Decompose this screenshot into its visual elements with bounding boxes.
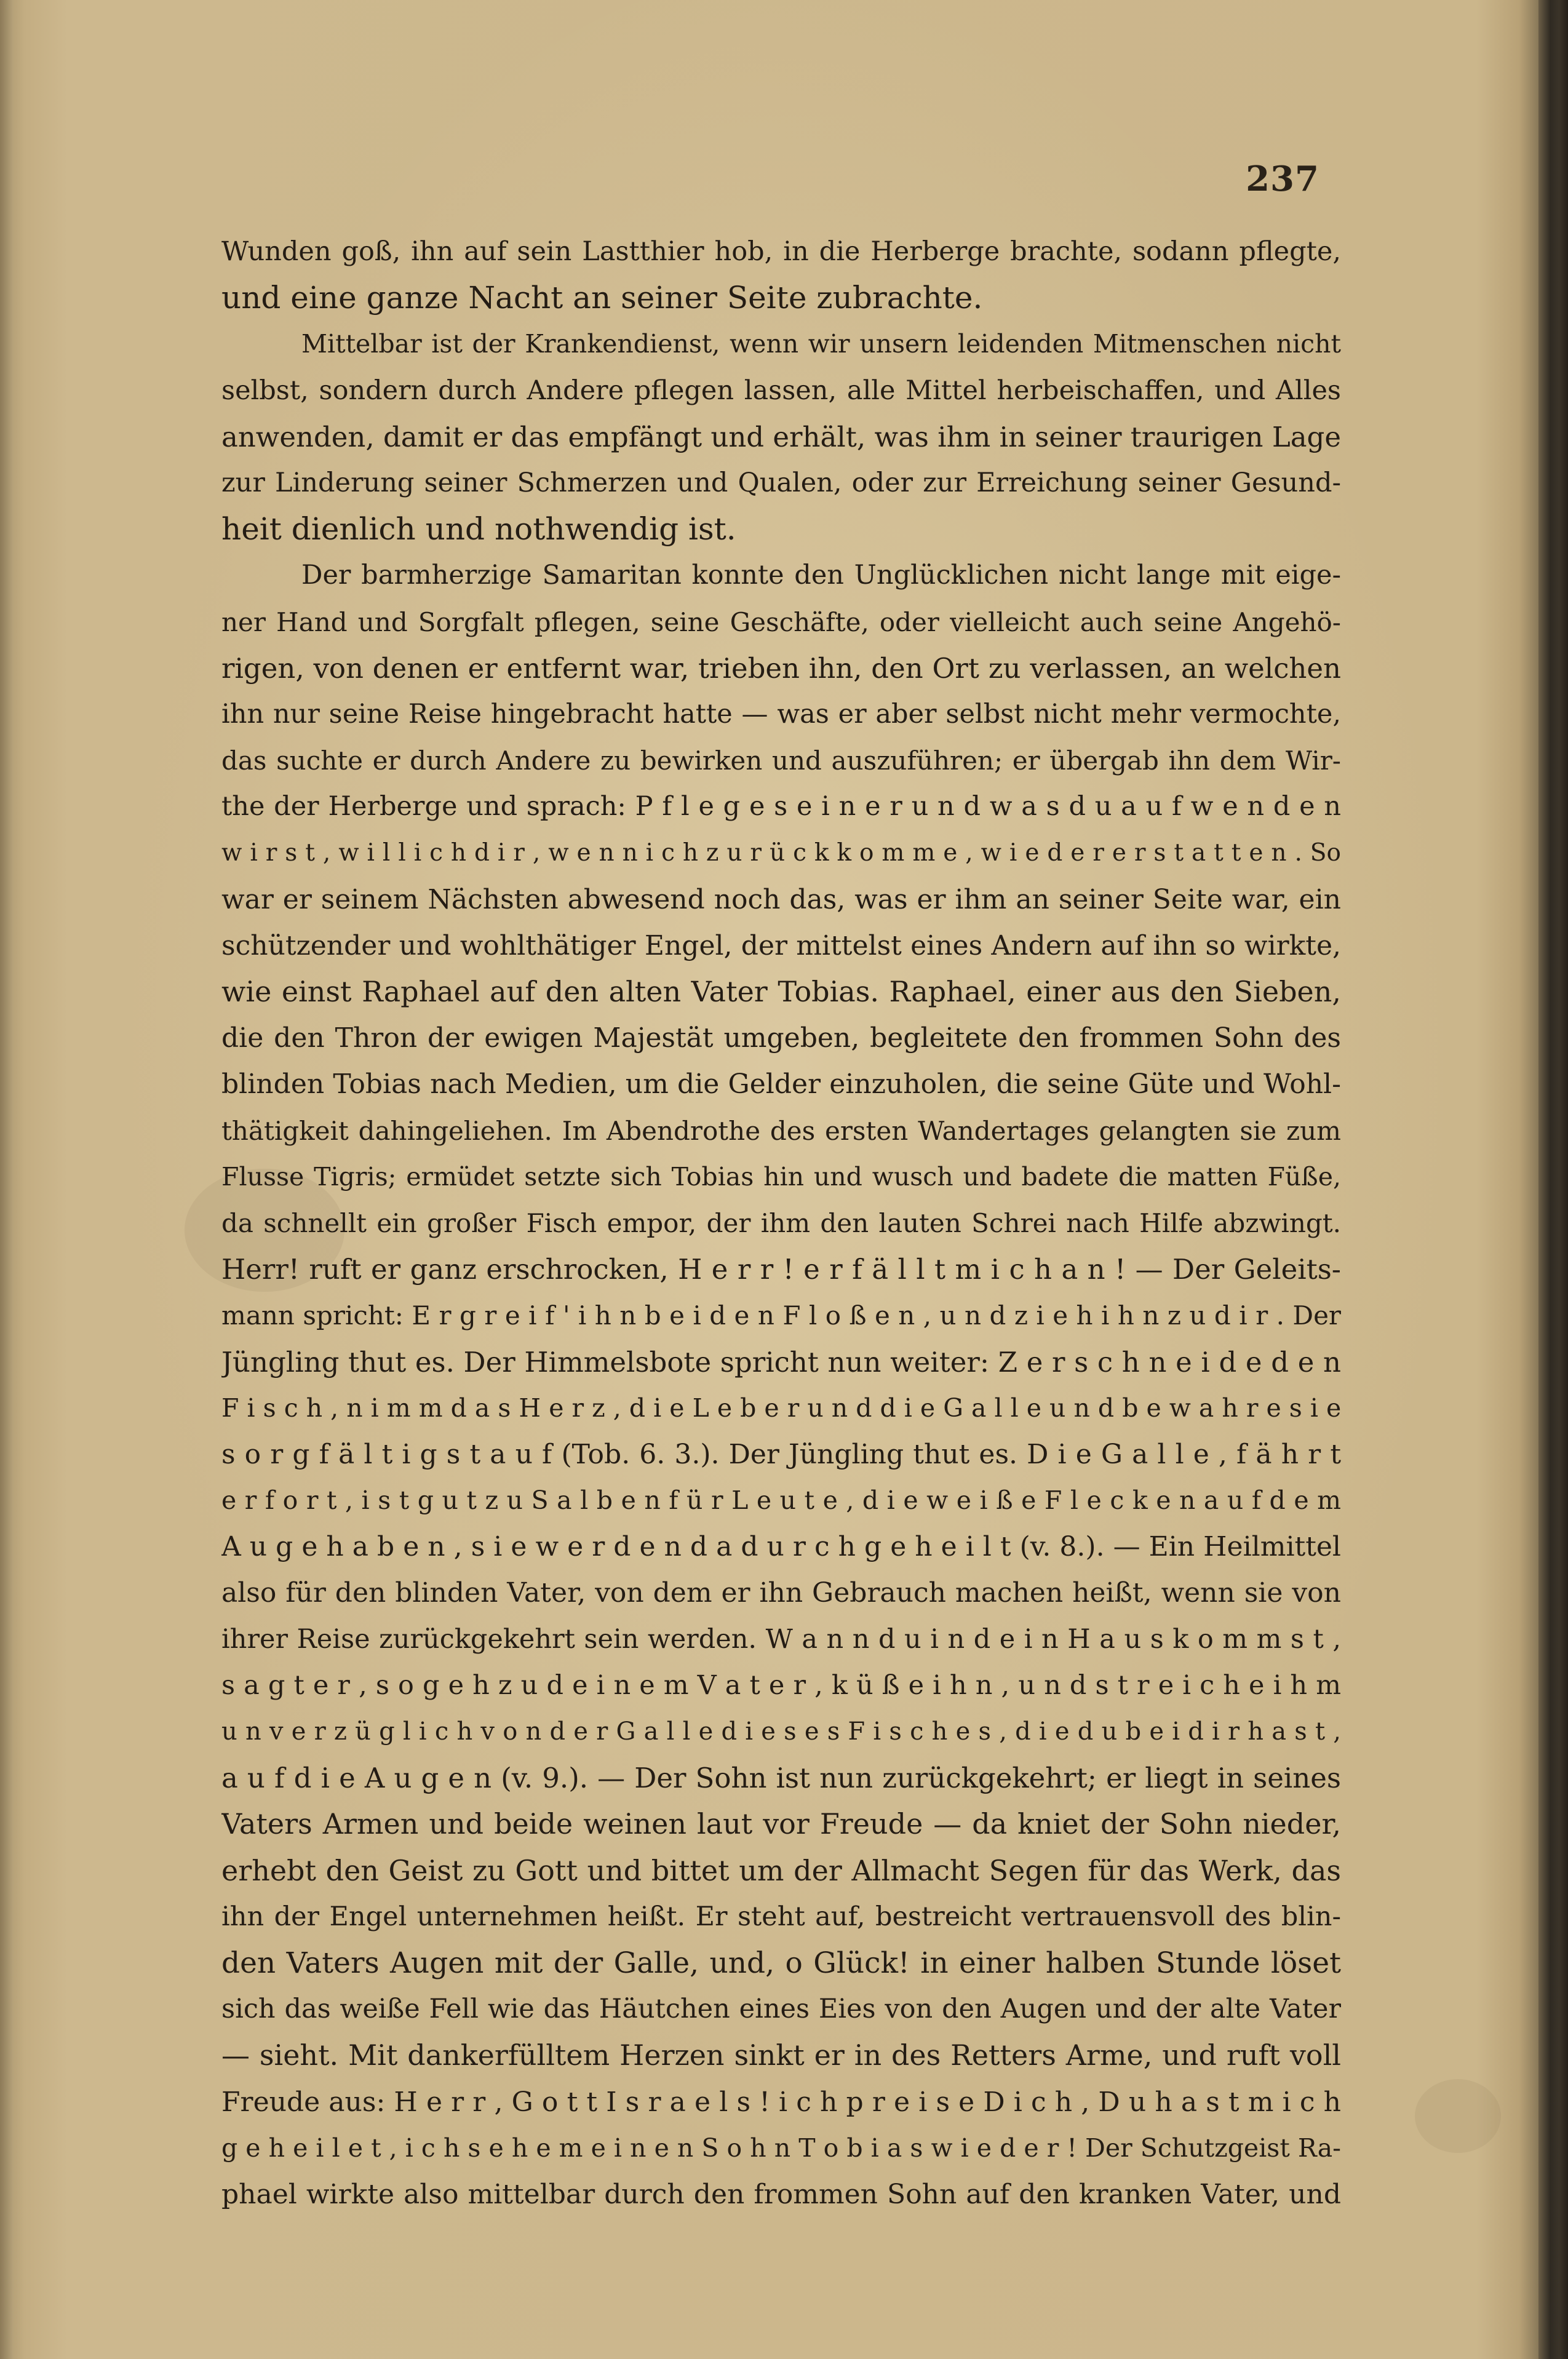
text-line: F i s c h , n i m m d a s H e r z , d i e L e b e r u n d d i e G a l l e u n d b e w a h r e s i e <box>221 1393 1341 1423</box>
text-line: die den Thron der ewigen Majestät umgeben, begleitete den frommen Sohn des <box>221 1022 1341 1054</box>
text-line: also für den blinden Vater, von dem er ihn Gebrauch machen heißt, wenn sie von <box>221 1577 1341 1609</box>
text-line: the der Herberge und sprach: P f l e g e s e i n e r u n d w a s d u a u f w e n d e n <box>221 791 1341 822</box>
text-line: Mittelbar ist der Krankendienst, wenn wir unsern leidenden Mitmenschen nicht <box>301 329 1341 359</box>
text-line: Freude aus: H e r r , G o t t I s r a e l s ! i c h p r e i s e D i c h , D u h a s t m i c h <box>221 2086 1341 2118</box>
text-line: wie einst Raphael auf den alten Vater Tobias. Raphael, einer aus den Sieben, <box>221 975 1341 1008</box>
text-line: s a g t e r , s o g e h z u d e i n e m V a t e r , k ü ß e i h n , u n d s t r e i c h e i h m <box>221 1669 1341 1701</box>
book-binding-edge <box>1538 0 1568 2359</box>
text-line: war er seinem Nächsten abwesend noch das, was er ihm an seiner Seite war, ein <box>221 883 1341 915</box>
text-line: — sieht. Mit dankerfülltem Herzen sinkt er in des Retters Arme, und ruft voll <box>221 2039 1341 2072</box>
text-line: selbst, sondern durch Andere pflegen lassen, alle Mittel herbeischaffen, und Alles <box>221 375 1341 406</box>
text-line: ner Hand und Sorgfalt pflegen, seine Geschäfte, oder vielleicht auch seine Angehö- <box>221 607 1341 637</box>
text-line: ihn nur seine Reise hingebracht hatte — was er aber selbst nicht mehr vermochte, <box>221 698 1341 730</box>
text-line: schützender und wohlthätiger Engel, der mittelst eines Andern auf ihn so wirkte, <box>221 929 1341 961</box>
text-line: blinden Tobias nach Medien, um die Gelder einzuholen, die seine Güte und Wohl- <box>221 1068 1341 1100</box>
text-line: a u f d i e A u g e n (v. 9.). — Der Sohn ist nun zurückgekehrt; er liegt in seines <box>221 1762 1341 1795</box>
text-line: ihrer Reise zurückgekehrt sein werden. W a n n d u i n d e i n H a u s k o m m s t , <box>221 1623 1341 1655</box>
text-line: Jüngling thut es. Der Himmelsbote spricht nun weiter: Z e r s c h n e i d e d e n <box>221 1345 1341 1378</box>
text-line: rigen, von denen er entfernt war, trieben ihn, den Ort zu verlassen, an welchen <box>221 651 1341 685</box>
text-line: e r f o r t , i s t g u t z u S a l b e n f ü r L e u t e , d i e w e i ß e F l e c k e n a u f d e m <box>221 1486 1341 1516</box>
text-line: g e h e i l e t , i c h s e h e m e i n e n S o h n T o b i a s w i e d e r ! Der Schutzgeist Ra- <box>221 2133 1341 2163</box>
body-text <box>221 229 1341 2218</box>
text-line: ihn der Engel unternehmen heißt. Er steht auf, bestreicht vertrauensvoll des blin- <box>221 1901 1341 1932</box>
text-line: s o r g f ä l t i g s t a u f (Tob. 6. 3.). Der Jüngling thut es. D i e G a l l e , f ä h r t <box>221 1438 1341 1470</box>
page-number: 237 <box>1246 159 1319 199</box>
text-line: thätigkeit dahingeliehen. Im Abendrothe des ersten Wandertages gelangten sie zum <box>221 1115 1341 1146</box>
text-line: Der barmherzige Samaritan konnte den Unglücklichen nicht lange mit eige- <box>301 560 1341 591</box>
text-line: sich das weiße Fell wie das Häutchen eines Eies von den Augen und der alte Vater <box>221 1994 1341 2025</box>
text-line: mann spricht: E r g r e i f ' i h n b e i d e n F l o ß e n , u n d z i e h i h n z u d i r . Der <box>221 1300 1341 1331</box>
text-line: u n v e r z ü g l i c h v o n d e r G a l l e d i e s e s F i s c h e s , d i e d u b e i d i r h a s t , <box>221 1717 1341 1746</box>
text-line: Vaters Armen und beide weinen laut vor Freude — da kniet der Sohn nieder, <box>221 1807 1341 1841</box>
text-line: erhebt den Geist zu Gott und bittet um der Allmacht Segen für das Werk, das <box>221 1853 1341 1887</box>
text-line: da schnellt ein großer Fisch empor, der ihm den lauten Schrei nach Hilfe abzwingt. <box>221 1207 1341 1238</box>
text-line: A u g e h a b e n , s i e w e r d e n d a d u r c h g e h e i l t (v. 8.). — Ein Heilmittel <box>221 1531 1341 1563</box>
text-line: anwenden, damit er das empfängt und erhält, was ihm in seiner traurigen Lage <box>221 420 1341 453</box>
text-line: zur Linderung seiner Schmerzen und Qualen, oder zur Erreichung seiner Gesund- <box>221 467 1341 498</box>
paper-stain <box>1415 2079 1501 2153</box>
text-line: phael wirkte also mittelbar durch den frommen Sohn auf den kranken Vater, und <box>221 2178 1341 2210</box>
text-line: Flusse Tigris; ermüdet setzte sich Tobias hin und wusch und badete die matten Füße, <box>221 1161 1341 1191</box>
text-line: heit dienlich und nothwendig ist. <box>221 511 736 547</box>
text-line: den Vaters Augen mit der Galle, und, o Glück! in einer halben Stunde löset <box>221 1946 1341 1980</box>
page-left-edge <box>0 0 14 2359</box>
text-line: und eine ganze Nacht an seiner Seite zubrachte. <box>221 280 983 316</box>
text-line: w i r s t , w i l l i c h d i r , w e n n i c h z u r ü c k k o m m e , w i e d e r e r s t a t t e n . So <box>221 839 1341 867</box>
text-line: Wunden goß, ihn auf sein Lastthier hob, in die Herberge brachte, sodann pflegte, <box>221 236 1341 267</box>
text-line: Herr! ruft er ganz erschrocken, H e r r ! e r f ä l l t m i c h a n ! — Der Geleits- <box>221 1253 1341 1286</box>
text-line: das suchte er durch Andere zu bewirken und auszuführen; er übergab ihn dem Wir- <box>221 746 1341 776</box>
